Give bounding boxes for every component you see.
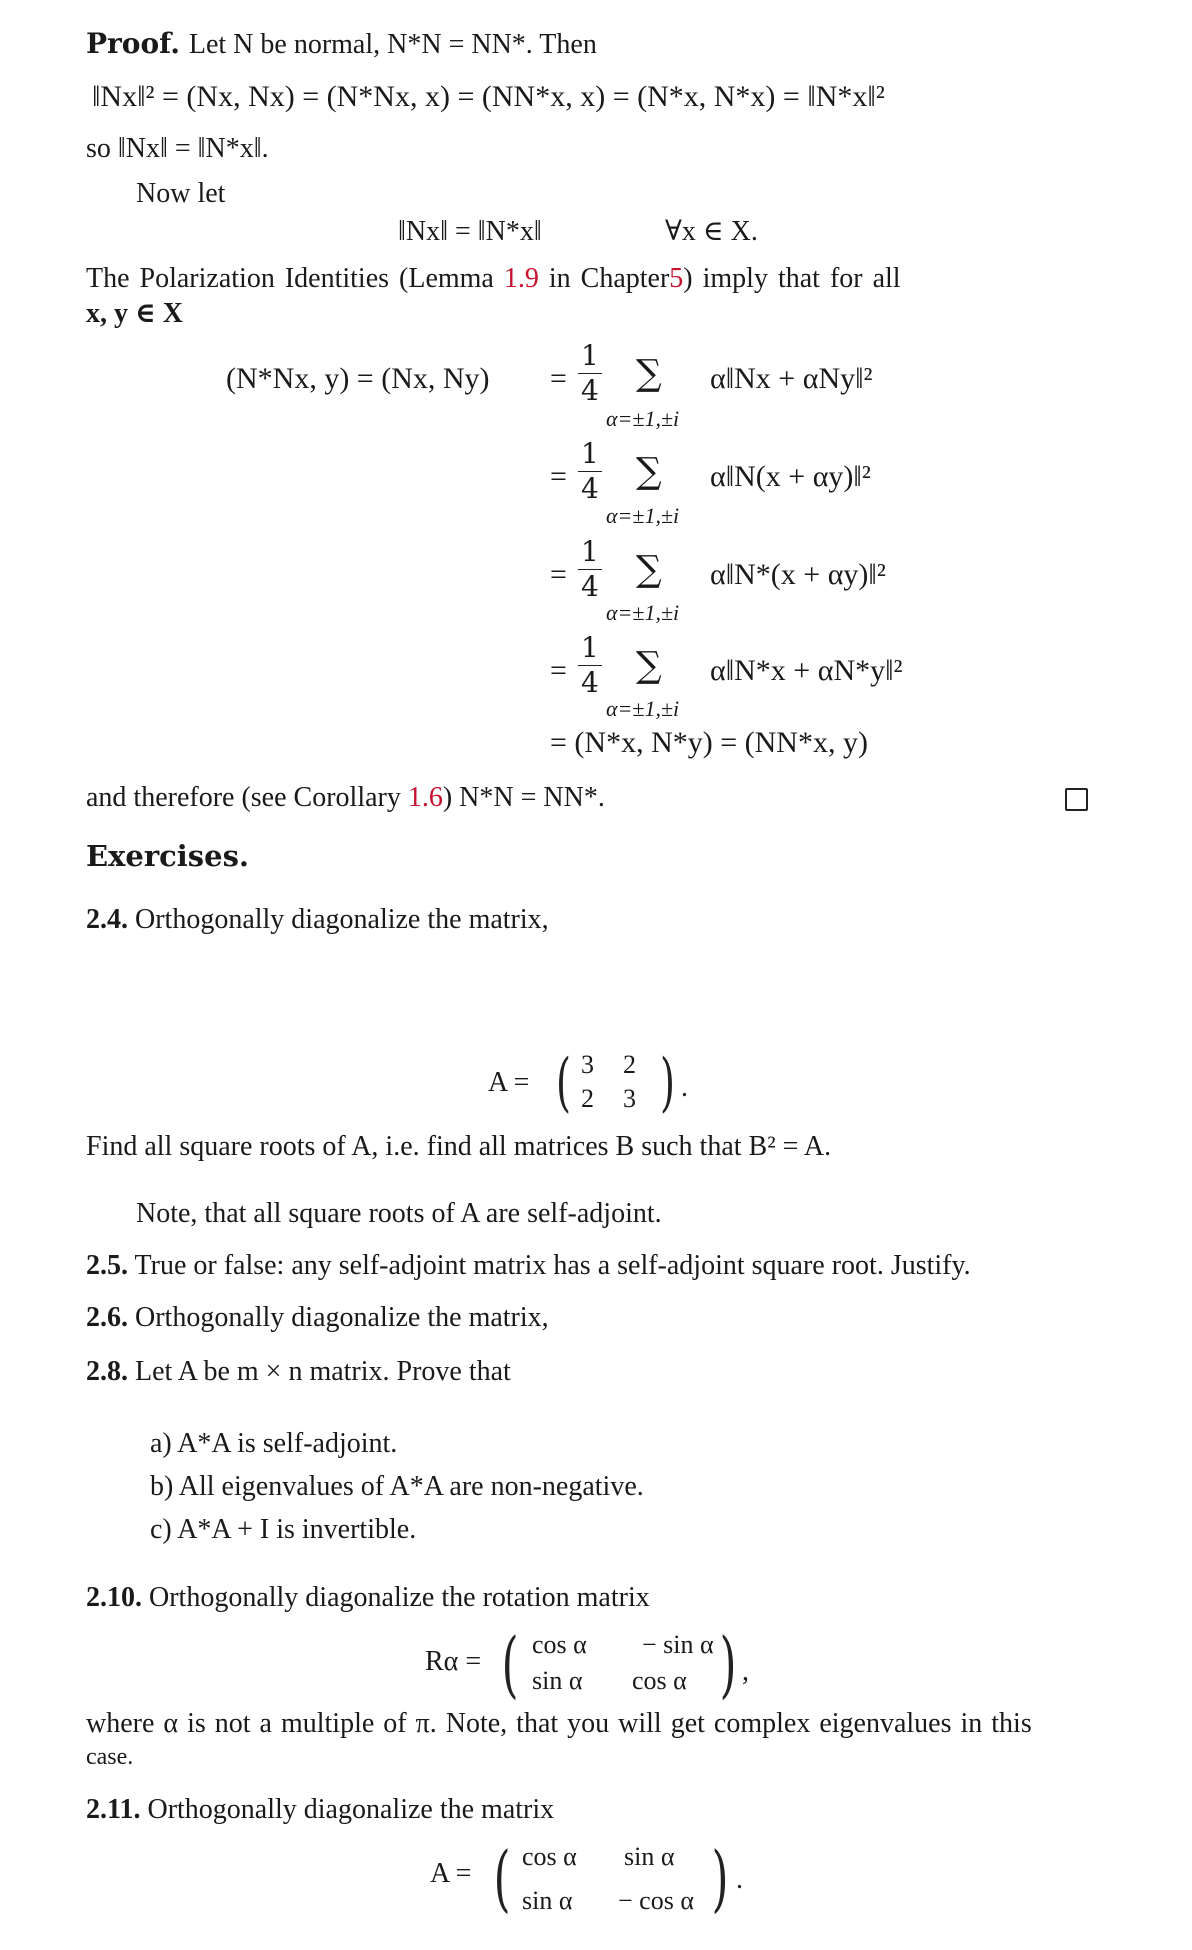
equals-sign-1: = xyxy=(550,362,567,395)
proof-intro-text: Let N be normal, N*N = NN*. Then xyxy=(188,29,597,60)
assumption-quantifier: ∀x ∈ X. xyxy=(665,216,758,247)
matrix-cell: sin α xyxy=(522,1886,573,1915)
sum-symbol-2: ∑ xyxy=(636,451,662,492)
matrix-2-10 xyxy=(522,1628,722,1700)
sum-symbol-4: ∑ xyxy=(636,645,662,686)
proof-label: Proof. xyxy=(86,27,180,60)
sum-symbol-3: ∑ xyxy=(636,549,662,590)
fraction-denominator: 4 xyxy=(581,374,599,407)
exercise-2-8-item-c: c) A*A + I is invertible. xyxy=(150,1514,417,1545)
polarization-line xyxy=(86,265,901,293)
therefore-text-2: ) N*N = NN*. xyxy=(442,782,605,813)
align-lhs: (N*Nx, y) = (Nx, Ny) xyxy=(226,362,490,395)
align-final-row: = (N*x, N*y) = (NN*x, y) xyxy=(550,726,868,759)
matrix-cell: 3 xyxy=(623,1084,636,1113)
fraction-1 xyxy=(578,339,602,407)
exercise-text: Orthogonally diagonalize the matrix, xyxy=(135,904,549,935)
exercise-text: Orthogonally diagonalize the matrix, xyxy=(135,1302,549,1333)
align-row-1: α‖Nx + αNy‖² xyxy=(710,362,873,395)
matrix-cell: 3 xyxy=(581,1050,594,1079)
exercise-2-5 xyxy=(86,1252,971,1280)
right-paren: ) xyxy=(711,1836,729,1920)
fraction-numerator: 1 xyxy=(578,634,602,666)
matrix-cell: − cos α xyxy=(618,1886,694,1915)
norm-equality-chain: ‖Nx‖² = (Nx, Nx) = (N*Nx, x) = (NN*x, x) = (N*x, N*x) = ‖N*x‖² xyxy=(92,80,885,113)
exercise-2-4-find: Find all square roots of A, i.e. find all matrices B such that B² = A. xyxy=(86,1131,832,1162)
exercise-2-10-after: where α is not a multiple of π. Note, that you will get complex eigenvalues in this xyxy=(86,1708,1032,1739)
equals-sign-4: = xyxy=(550,654,567,687)
matrix-2-11-lhs: A = xyxy=(430,1858,472,1889)
exercise-number: 2.4. xyxy=(86,904,128,935)
left-paren: ( xyxy=(501,1622,519,1706)
sum-symbol-1: ∑ xyxy=(636,353,662,394)
align-row-2: α‖N(x + αy)‖² xyxy=(710,460,871,493)
fraction-2 xyxy=(578,437,602,505)
therefore-text-1: and therefore (see Corollary xyxy=(86,782,401,813)
exercise-number: 2.8. xyxy=(86,1356,128,1387)
matrix-cell: − sin α xyxy=(642,1630,714,1659)
fraction-numerator: 1 xyxy=(578,538,602,570)
align-row-3: α‖N*(x + αy)‖² xyxy=(710,558,886,591)
fraction-4 xyxy=(578,631,602,699)
corollary-reference[interactable]: 1.6 xyxy=(407,782,443,813)
exercise-number: 2.11. xyxy=(86,1794,141,1825)
matrix-2-10-lhs: Rα = xyxy=(425,1646,482,1677)
exercise-2-8-item-b: b) All eigenvalues of A*A are non-negative. xyxy=(150,1471,644,1502)
exercise-2-4-note: Note, that all square roots of A are self-adjoint. xyxy=(136,1198,662,1229)
exercise-number: 2.10. xyxy=(86,1582,142,1613)
matrix-cell: cos α xyxy=(532,1630,587,1659)
now-let: Now let xyxy=(136,178,226,209)
matrix-2-11 xyxy=(512,1840,712,1915)
polarization-text-1: The Polarization Identities (Lemma xyxy=(86,263,494,294)
right-paren: ) xyxy=(659,1046,675,1120)
exercise-number: 2.5. xyxy=(86,1250,128,1281)
comma: , xyxy=(742,1656,749,1687)
matrix-cell: sin α xyxy=(624,1842,675,1871)
exercise-number: 2.6. xyxy=(86,1302,128,1333)
sum-subscript-4: α=±1,±i xyxy=(606,696,680,721)
left-paren: ( xyxy=(555,1046,571,1120)
exercise-2-6 xyxy=(86,1304,549,1332)
polarization-text-2: in Chapter xyxy=(548,263,670,294)
fraction-numerator: 1 xyxy=(578,342,602,374)
proof-intro xyxy=(86,27,597,60)
equals-sign-2: = xyxy=(550,460,567,493)
align-row-4: α‖N*x + αN*y‖² xyxy=(710,654,903,687)
period: . xyxy=(681,1072,688,1103)
matrix-cell: cos α xyxy=(632,1666,687,1695)
exercise-text: Orthogonally diagonalize the matrix xyxy=(147,1794,555,1825)
sum-subscript-3: α=±1,±i xyxy=(606,600,680,625)
fraction-denominator: 4 xyxy=(581,472,599,505)
matrix-cell: sin α xyxy=(532,1666,583,1695)
fraction-3 xyxy=(578,535,602,603)
fraction-denominator: 4 xyxy=(581,570,599,603)
equals-sign-3: = xyxy=(550,558,567,591)
qed-square-icon xyxy=(1065,788,1088,811)
exercise-2-8 xyxy=(86,1358,511,1386)
right-paren: ) xyxy=(719,1622,737,1706)
matrix-cell: cos α xyxy=(522,1842,577,1871)
exercise-2-10-after-2: case. xyxy=(86,1744,134,1770)
exercise-2-11 xyxy=(86,1796,554,1824)
exercise-text: Orthogonally diagonalize the rotation matrix xyxy=(149,1582,650,1613)
exercises-heading: Exercises. xyxy=(86,839,249,873)
assumption-equation: ‖Nx‖ = ‖N*x‖ xyxy=(398,216,542,247)
exercise-2-10 xyxy=(86,1584,650,1612)
matrix-2-4 xyxy=(575,1050,655,1114)
lemma-reference[interactable]: 1.9 xyxy=(503,263,539,294)
polarization-text-3: ) imply that for all xyxy=(683,263,901,294)
fraction-denominator: 4 xyxy=(581,666,599,699)
exercise-2-4 xyxy=(86,906,549,934)
exercise-2-8-item-a: a) A*A is self-adjoint. xyxy=(150,1428,398,1459)
matrix-cell: 2 xyxy=(623,1050,636,1079)
chapter-reference[interactable]: 5 xyxy=(669,263,684,294)
exercise-text: True or false: any self-adjoint matrix has a self-adjoint square root. Justify. xyxy=(134,1250,971,1281)
exercise-text: Let A be m × n matrix. Prove that xyxy=(135,1356,511,1387)
period: . xyxy=(736,1864,743,1895)
sum-subscript-2: α=±1,±i xyxy=(606,503,680,528)
polarization-line-2: x, y ∈ X xyxy=(86,298,183,329)
sum-subscript-1: α=±1,±i xyxy=(606,406,680,431)
so-line: so ‖Nx‖ = ‖N*x‖. xyxy=(86,133,269,164)
fraction-numerator: 1 xyxy=(578,440,602,472)
matrix-cell: 2 xyxy=(581,1084,594,1113)
matrix-2-4-lhs: A = xyxy=(488,1067,530,1098)
therefore-line xyxy=(86,784,605,812)
left-paren: ( xyxy=(493,1836,511,1920)
